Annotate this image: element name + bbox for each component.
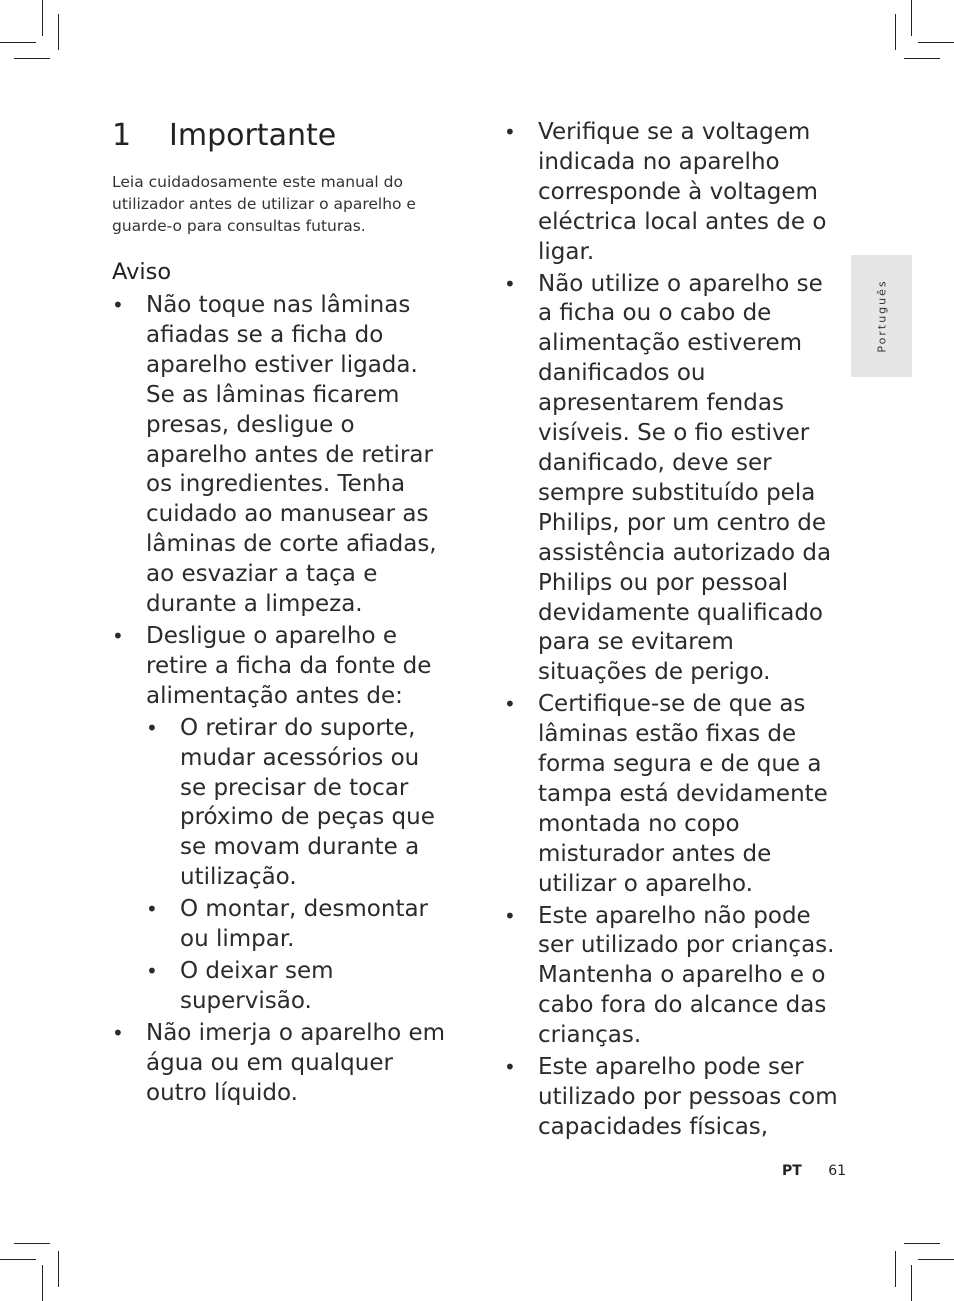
crop-mark	[42, 0, 43, 36]
language-tab-label: Português	[875, 279, 888, 353]
list-item: • Não imerja o aparelho em água ou em qualquer outro líquido.	[112, 1019, 446, 1106]
right-column	[504, 118, 839, 1145]
page-number: 61	[828, 1163, 847, 1179]
sub-list	[146, 714, 447, 1017]
list-item: • Este aparelho pode ser utilizado por pessoas com capacidades físicas,	[504, 1054, 838, 1140]
footer-lang-code: PT	[782, 1163, 802, 1179]
crop-mark	[0, 1259, 36, 1260]
crop-mark	[895, 1251, 896, 1287]
sub-list-item: • O montar, desmontar ou limpar.	[146, 896, 429, 953]
list-item: • Este aparelho não pode ser utilizado por crianças. Mantenha o aparelho e o cabo fora do alcance das crianças.	[504, 902, 835, 1049]
crop-mark	[918, 1259, 954, 1260]
language-tab	[851, 255, 912, 377]
list-item: • Verifique se a voltagem indicada no aparelho corresponde à voltagem eléctrica local antes de o ligar.	[504, 119, 827, 265]
left-column	[112, 118, 447, 1110]
crop-mark	[42, 1265, 43, 1301]
crop-mark	[904, 58, 940, 59]
warning-list-right	[504, 118, 839, 1143]
page-footer	[782, 1163, 846, 1179]
crop-mark	[904, 1243, 940, 1244]
list-item: • Certifique-se de que as lâminas estão fixas de forma segura e de que a tampa está devidamente montada no copo misturador antes de utilizar o aparelho.	[504, 691, 828, 897]
crop-mark	[58, 1251, 59, 1287]
sub-list-item: • O retirar do suporte, mudar acessórios ou se precisar de tocar próximo de peças que se movam durante a utilização.	[146, 714, 435, 891]
section-title: Importante	[169, 118, 337, 153]
section-heading	[112, 118, 447, 153]
crop-mark	[911, 1265, 912, 1301]
crop-mark	[14, 1243, 50, 1244]
intro-paragraph: Leia cuidadosamente este manual do utilizador antes de utilizar o aparelho e guarde-o para consultas futuras.	[112, 173, 416, 235]
list-item: • Não toque nas lâminas afiadas se a ficha do aparelho estiver ligada. Se as lâminas ficarem presas, desligue o aparelho antes de retirar os ingredientes. Tenha cuidado ao manusear as lâminas de corte afiadas, ao esvaziar a taça e durante a limpeza.	[112, 292, 437, 618]
sub-list-item: • O deixar sem supervisão.	[146, 957, 334, 1014]
warning-heading: Aviso	[112, 259, 172, 285]
crop-mark	[58, 14, 59, 50]
list-item: • Não utilize o aparelho se a ficha ou o cabo de alimentação estiverem danificados ou apresentarem fendas visíveis. Se o fio estiver danificado, deve ser sempre substituído pela Philips, por um centro de assistência autorizado da Philips ou por pessoal devidamente qualificado para se evitarem situações de perigo.	[504, 270, 832, 686]
crop-mark	[14, 58, 50, 59]
warning-list-left	[112, 291, 447, 1108]
crop-mark	[911, 0, 912, 36]
list-item: • Desligue o aparelho e retire a ficha da fonte de alimentação antes de: • O retirar do suporte, mudar acessórios ou se precisar de tocar próximo de peças que se movam durante a utilização. • O montar, desmontar ou limpar. • O deixar sem supervisão.	[112, 622, 447, 1017]
crop-mark	[895, 14, 896, 50]
section-number: 1	[112, 118, 132, 153]
crop-mark	[0, 42, 36, 43]
crop-mark	[918, 42, 954, 43]
